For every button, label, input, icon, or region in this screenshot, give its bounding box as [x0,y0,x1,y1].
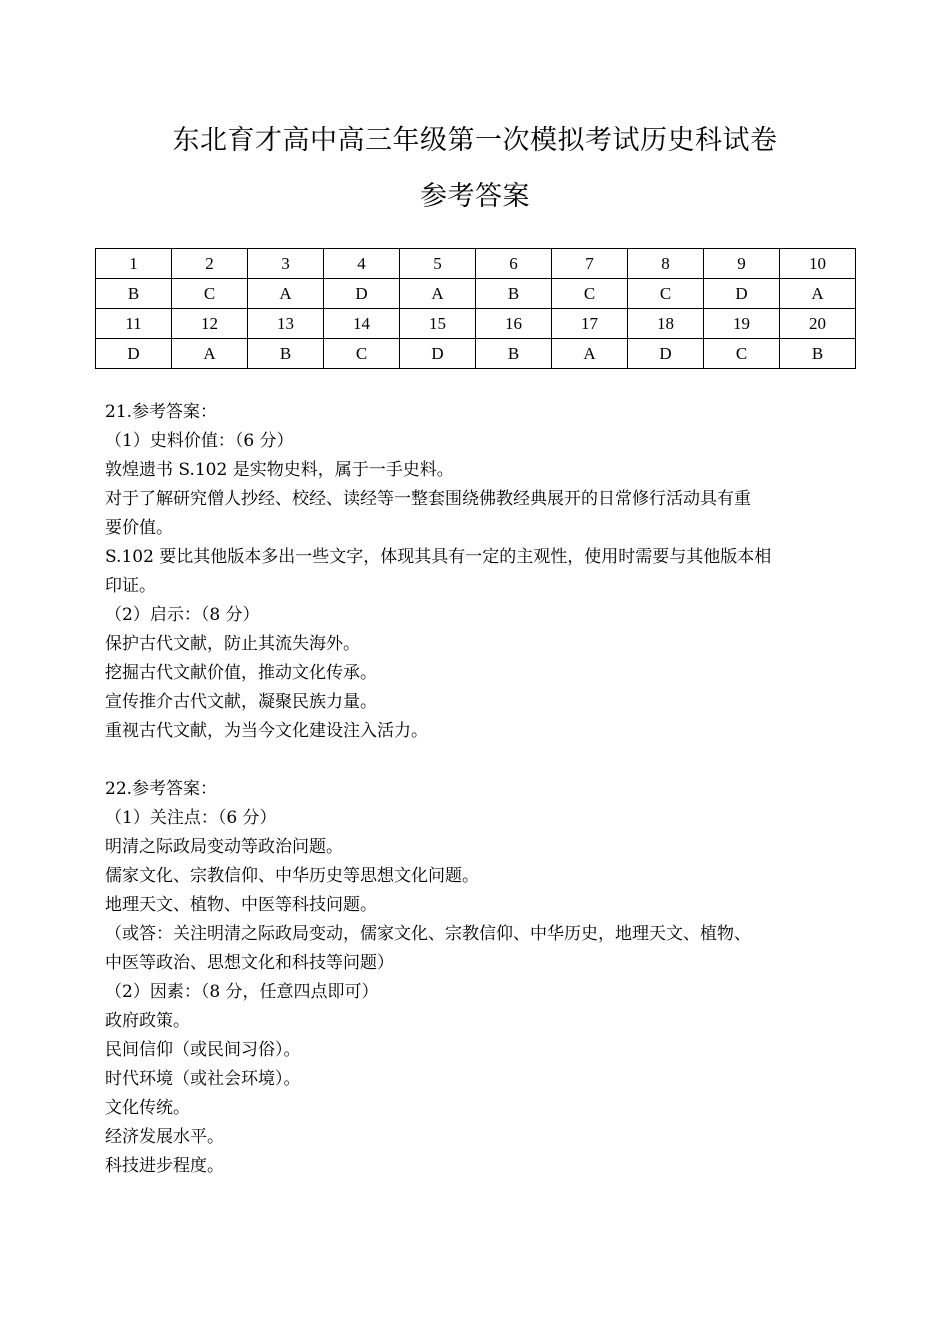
q21-part2-line: 重视古代文献，为当今文化建设注入活力。 [105,721,428,741]
q22-part2-line: 政府政策。 [105,1011,190,1031]
question-number-cell: 9 [704,249,780,279]
q22-part1-line: 明清之际政局变动等政治问题。 [105,837,343,857]
page-title: 东北育才高中高三年级第一次模拟考试历史科试卷 [172,125,778,156]
answer-body [105,398,865,1181]
section-spacer [105,746,865,775]
q21-part1-line: 敦煌遗书 S.102 是实物史料，属于一手史料。 [105,460,454,480]
answer-table-answer-row [96,339,856,369]
answer-cell: D [628,339,704,369]
q21-part2-heading: （2）启示：（8 分） [105,605,260,625]
question-number-cell: 17 [552,309,628,339]
answer-cell: B [476,339,552,369]
answer-cell: A [552,339,628,369]
q21-heading: 21.参考答案： [105,402,218,422]
q21-part1-heading: （1）史料价值：（6 分） [105,431,294,451]
q21-part2-line: 保护古代文献，防止其流失海外。 [105,634,360,654]
q22-heading: 22.参考答案： [105,779,218,799]
question-number-cell: 3 [248,249,324,279]
answer-cell: B [96,279,172,309]
q22-part2-heading: （2）因素：（8 分，任意四点即可） [105,982,379,1002]
answer-cell: A [400,279,476,309]
q22-part1-heading: （1）关注点：（6 分） [105,808,277,828]
answer-cell: B [476,279,552,309]
question-number-cell: 8 [628,249,704,279]
q21-part2-line: 宣传推介古代文献，凝聚民族力量。 [105,692,377,712]
answer-cell: C [172,279,248,309]
q21-part1-line: 对于了解研究僧人抄经、校经、读经等一整套围绕佛教经典展开的日常修行活动具有重 [105,489,751,509]
question-number-cell: 14 [324,309,400,339]
q22-part1-line: （或答：关注明清之际政局变动，儒家文化、宗教信仰、中华历史，地理天文、植物、 [105,924,751,944]
question-number-cell: 7 [552,249,628,279]
answer-cell: D [324,279,400,309]
q22-part2-line: 时代环境（或社会环境）。 [105,1069,301,1089]
q22-part2-line: 经济发展水平。 [105,1127,224,1147]
question-number-cell: 19 [704,309,780,339]
q22-part1-line: 中医等政治、思想文化和科技等问题） [105,953,394,973]
answer-cell: D [400,339,476,369]
question-number-cell: 5 [400,249,476,279]
q22-part2-line: 文化传统。 [105,1098,190,1118]
question-number-cell: 11 [96,309,172,339]
answer-cell: C [704,339,780,369]
q22-part1-line: 儒家文化、宗教信仰、中华历史等思想文化问题。 [105,866,479,886]
answer-cell: A [172,339,248,369]
answer-cell: B [780,339,856,369]
question-number-cell: 16 [476,309,552,339]
q22-part2-line: 科技进步程度。 [105,1156,224,1176]
question-number-cell: 20 [780,309,856,339]
question-number-cell: 4 [324,249,400,279]
question-number-cell: 10 [780,249,856,279]
answer-table-answer-row [96,279,856,309]
answer-table-number-row [96,309,856,339]
answer-cell: D [96,339,172,369]
question-number-cell: 18 [628,309,704,339]
question-number-cell: 12 [172,309,248,339]
answer-cell: D [704,279,780,309]
answer-cell: C [324,339,400,369]
q22-part1-line: 地理天文、植物、中医等科技问题。 [105,895,377,915]
question-number-cell: 6 [476,249,552,279]
answer-cell: A [780,279,856,309]
q22-part2-line: 民间信仰（或民间习俗）。 [105,1040,301,1060]
answer-cell: C [552,279,628,309]
q21-part2-line: 挖掘古代文献价值，推动文化传承。 [105,663,377,683]
question-number-cell: 13 [248,309,324,339]
answer-cell: B [248,339,324,369]
question-number-cell: 1 [96,249,172,279]
question-number-cell: 2 [172,249,248,279]
answer-table [95,248,856,369]
q21-part1-line: 要价值。 [105,518,173,538]
question-number-cell: 15 [400,309,476,339]
answer-cell: A [248,279,324,309]
page-subtitle: 参考答案 [420,181,530,212]
answer-table-number-row [96,249,856,279]
q21-part1-line: 印证。 [105,576,156,596]
q21-part1-line: S.102 要比其他版本多出一些文字，体现其具有一定的主观性，使用时需要与其他版本相 [105,547,772,567]
answer-cell: C [628,279,704,309]
